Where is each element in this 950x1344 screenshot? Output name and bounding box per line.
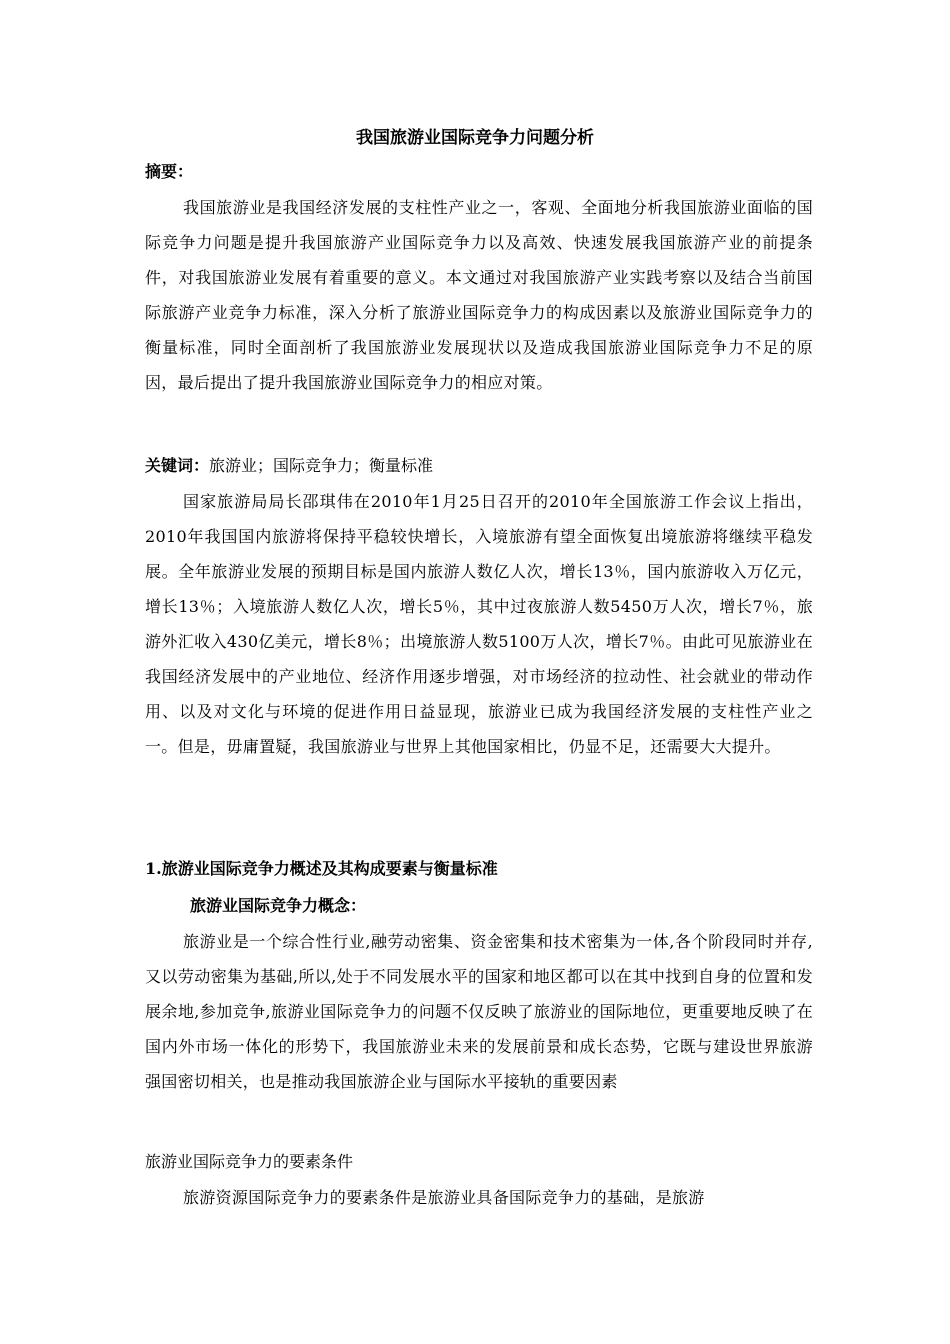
factor-heading: 旅游业国际竞争力的要素条件 [145,1152,354,1171]
document-title: 我国旅游业国际竞争力问题分析 [356,128,594,148]
keywords-text: 旅游业；国际竞争力；衡量标准 [209,456,434,475]
intro-paragraph: 国家旅游局局长邵琪伟在2010年1月25日召开的2010年全国旅游工作会议上指出，2010年我国国内旅游将保持平稳较快增长，入境旅游有望全面恢复出境旅游将继续平稳发展。全年旅游业发展的预期目标是国内旅游人数亿人次，增长13％，国内旅游收入万亿元，增长13％；入境旅游人数亿人次，增长5％，其中过夜旅游人数5450万人次，增长7％，旅游外汇收入430亿美元，增长8％；出境旅游人数5100万人次，增长7％。由此可见旅游业在我国经济发展中的产业地位、经济作用逐步增强，对市场经济的拉动性、社会就业的带动作用、以及对文化与环境的促进作用日益显现，旅游业已成为我国经济发展的支柱性产业之一。但是，毋庸置疑，我国旅游业与世界上其他国家相比，仍显不足，还需要大大提升。 [145,492,813,756]
concept-heading: 旅游业国际竞争力概念： [190,896,367,915]
factor-paragraph: 旅游资源国际竞争力的要素条件是旅游业具备国际竞争力的基础，是旅游 [183,1188,705,1207]
abstract-label: 摘要： [145,162,194,181]
abstract-paragraph: 我国旅游业是我国经济发展的支柱性产业之一，客观、全面地分析我国旅游业面临的国际竞争力问题是提升我国旅游产业国际竞争力以及高效、快速发展我国旅游产业的前提条件，对我国旅游业发展有着重要的意义。本文通过对我国旅游产业实践考察以及结合当前国际旅游产业竞争力标准，深入分析了旅游业国际竞争力的构成因素以及旅游业国际竞争力的衡量标准，同时全面剖析了我国旅游业发展现状以及造成我国旅游业国际竞争力不足的原因，最后提出了提升我国旅游业国际竞争力的相应对策。 [145,198,813,392]
concept-paragraph: 旅游业是一个综合性行业,融劳动密集、资金密集和技术密集为一体,各个阶段同时并存,又以劳动密集为基础,所以,处于不同发展水平的国家和地区都可以在其中找到自身的位置和发展余地,参加竞争,旅游业国际竞争力的问题不仅反映了旅游业的国际地位，更重要地反映了在国内外市场一体化的形势下，我国旅游业未来的发展前景和成长态势，它既与建设世界旅游强国密切相关，也是推动我国旅游企业与国际水平接轨的重要因素 [145,932,813,1091]
keywords-row [145,452,433,480]
keywords-label: 关键词： [145,456,210,475]
section-heading: 1.旅游业国际竞争力概述及其构成要素与衡量标准 [145,859,498,878]
